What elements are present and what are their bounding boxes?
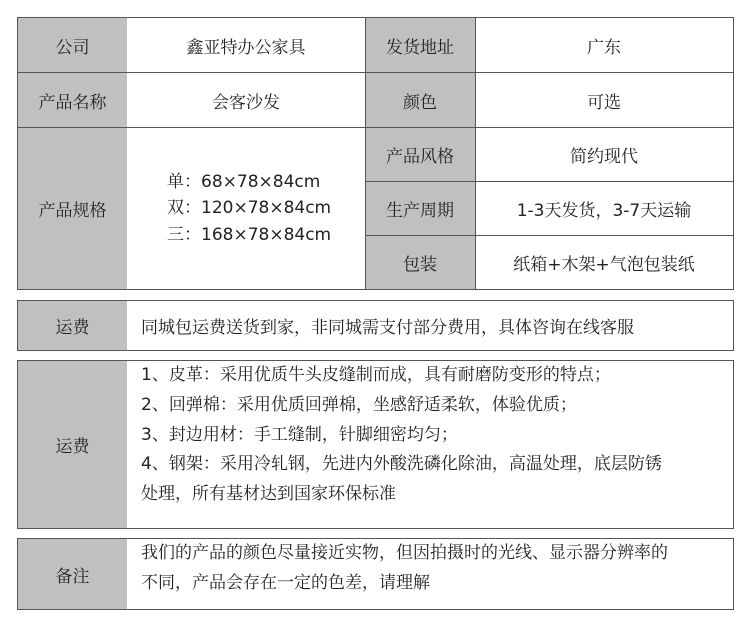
materials-line: 2、回弹棉：采用优质回弹棉，坐感舒适柔软，体验优质； — [141, 394, 577, 415]
company-value: 鑫亚特办公家具 — [127, 18, 365, 72]
divider — [18, 127, 733, 128]
product-name-value: 会客沙发 — [127, 73, 365, 127]
packing-value: 纸箱+木架+气泡包装纸 — [475, 236, 733, 289]
materials-label: 运费 — [18, 361, 127, 528]
materials-line: 处理，所有基材达到国家环保标准 — [141, 484, 396, 504]
ship-from-value: 广东 — [475, 18, 733, 72]
shipping-label: 运费 — [18, 301, 127, 350]
note-line: 不同，产品会存在一定的色差，请理解 — [141, 572, 430, 593]
note-line: 我们的产品的颜色尽量接近实物，但因拍摄时的光线、显示器分辨率的 — [141, 543, 668, 563]
divider — [365, 235, 733, 236]
materials-text — [127, 361, 733, 528]
shipping-table — [17, 300, 734, 351]
packing-label: 包装 — [365, 236, 475, 289]
note-table — [17, 538, 734, 610]
spec-line-double: 双：120×78×84cm — [167, 198, 332, 219]
shipping-value: 同城包运费送货到家，非同城需支付部分费用，具体咨询在线客服 — [127, 301, 733, 350]
materials-line: 4、钢架：采用冷轧钢，先进内外酸洗磷化除油，高温处理，底层防锈 — [141, 454, 662, 475]
materials-line: 1、皮革：采用优质牛头皮缝制而成，具有耐磨防变形的特点； — [141, 365, 611, 385]
style-label: 产品风格 — [365, 128, 475, 181]
note-label: 备注 — [18, 539, 127, 609]
product-name-label: 产品名称 — [18, 73, 127, 127]
divider — [18, 72, 733, 73]
product-info-table — [17, 17, 734, 290]
spec-line-single: 单：68×78×84cm — [167, 171, 321, 192]
cycle-label: 生产周期 — [365, 182, 475, 235]
color-value: 可选 — [475, 73, 733, 127]
cycle-value: 1-3天发货，3-7天运输 — [475, 182, 733, 235]
spec-label: 产品规格 — [18, 128, 127, 289]
divider — [475, 18, 476, 289]
note-text — [127, 539, 733, 609]
materials-line: 3、封边用材：手工缝制，针脚细密均匀； — [141, 424, 458, 445]
spec-line-triple: 三：168×78×84cm — [167, 224, 332, 245]
materials-table — [17, 360, 734, 529]
ship-from-label: 发货地址 — [365, 18, 475, 72]
divider — [365, 181, 733, 182]
style-value: 简约现代 — [475, 128, 733, 181]
color-label: 颜色 — [365, 73, 475, 127]
spec-values — [127, 128, 365, 289]
divider — [365, 18, 366, 289]
company-label: 公司 — [18, 18, 127, 72]
